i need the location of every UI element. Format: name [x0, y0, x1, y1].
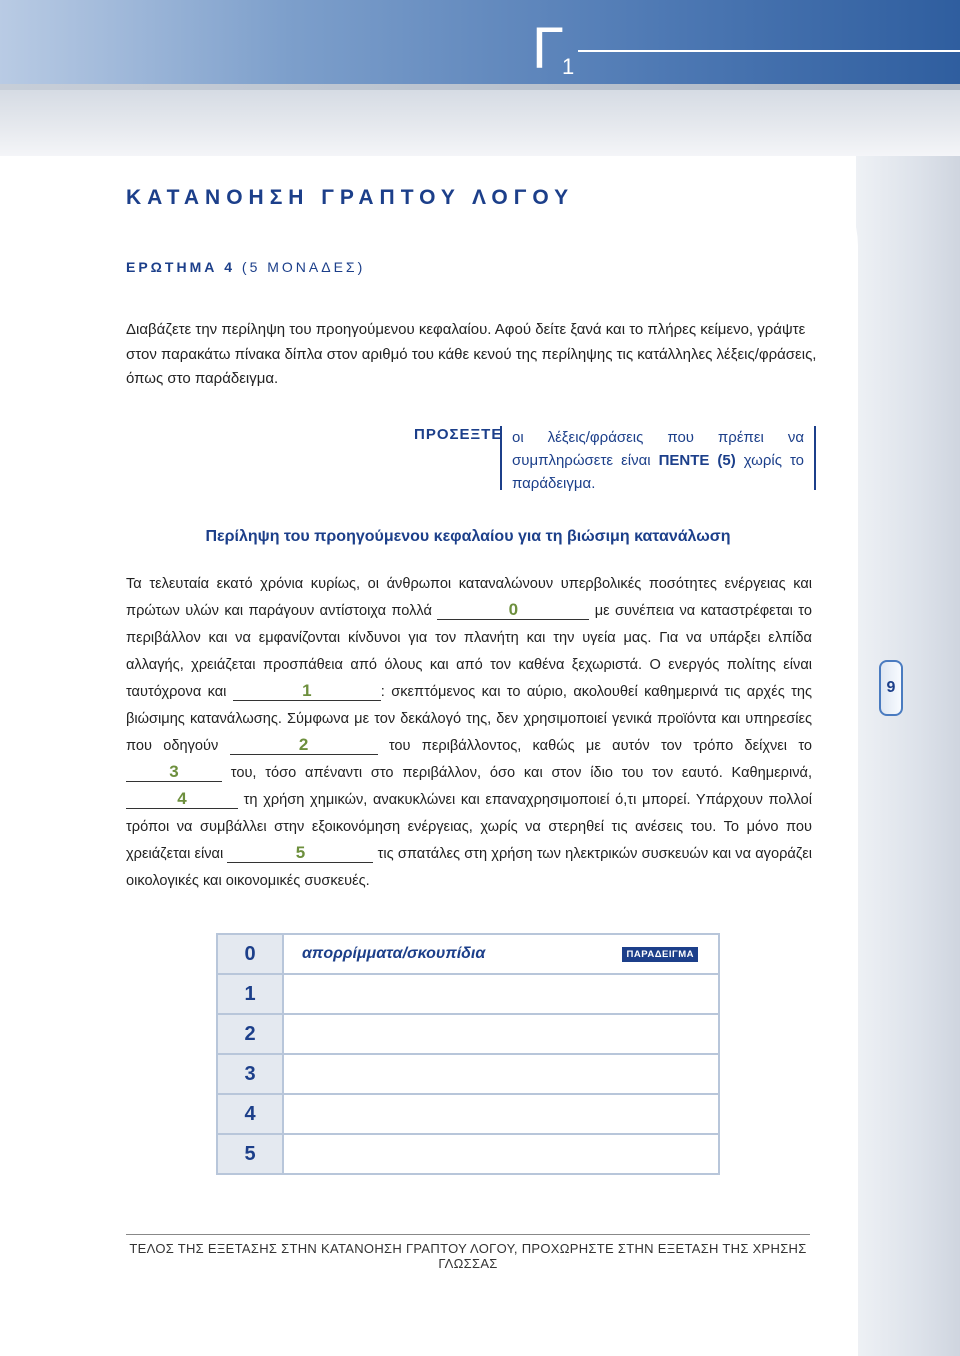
- row-number: 0: [217, 934, 283, 974]
- instructions: Διαβάζετε την περίληψη του προηγούμενου κεφαλαίου. Αφού δείτε ξανά και το πλήρες κείμενο, γράψτε στον παρακάτω πίνακα δίπλα στον αριθμό του κάθε κενού της περίληψης τις κατάλληλες λέξεις/φράσεις, όπως στο παράδειγμα.: [126, 321, 817, 387]
- question-title: [126, 259, 365, 275]
- page-side-panel: [856, 0, 960, 1356]
- chapter-number: 1: [562, 54, 575, 79]
- summary-title: Περίληψη του προηγούμενου κεφαλαίου για τη βιώσιμη κατανάλωση: [205, 528, 731, 545]
- section-title: ΚΑΤΑΝΟΗΣΗ ΓΡΑΠΤΟΥ ΛΟΓΟΥ: [126, 186, 575, 209]
- paragraph-text: : σκεπτόμενος και το αύριο, ακολουθεί καθημερινά τις αρχές της βιώσιμης κατανάλωσης. Σύμφωνα με τον δεκάλογό της, δεν χρησιμοποιεί γενικά προϊόντα και υπηρεσίες που οδηγούν: [126, 684, 813, 754]
- note-box: [500, 426, 816, 490]
- paragraph-text: τη χρήση χημικών, ανακυκλώνει και επαναχρησιμοποιεί ό,τι μπορεί. Υπάρχουν πολλοί τρόποι να συμβάλλει στην εξοικονόμηση ενέργειας, χωρίς να στερηθεί τις ανέσεις του. Το μόνο που χρειάζεται είναι: [126, 792, 812, 862]
- row-number: 1: [217, 974, 283, 1014]
- table-row: [217, 1134, 719, 1174]
- footer-divider: [126, 1234, 810, 1235]
- note-emphasis: ΠΕΝΤΕ (5): [658, 452, 736, 469]
- note-label: ΠΡΟΣΕΞΤΕ: [414, 426, 503, 443]
- note-text-before: οι λέξεις/φράσεις που πρέπει να συμπληρώσετε είναι: [512, 429, 804, 469]
- table-row: [217, 1054, 719, 1094]
- table-row: [217, 1014, 719, 1054]
- answer-cell[interactable]: [283, 974, 719, 1014]
- row-number: 2: [217, 1014, 283, 1054]
- paragraph-text: με συνέπεια να καταστρέφεται το περιβάλλον και να εμφανίζονται κίνδυνοι για τον πλανήτη και την υγεία μας. Για να υπάρξει ελπίδα αλλαγής, χρειάζεται προσπάθεια από όλους και από τον καθένα ξεχωριστά. Ο ενεργός πολίτης είναι ταυτόχρονα και: [126, 603, 812, 700]
- header-band: [0, 0, 960, 84]
- paragraph-text: του, τόσο απέναντι στο περιβάλλον, όσο και στον ίδιο του τον εαυτό. Καθημερινά,: [230, 765, 812, 781]
- gap-blank[interactable]: 5: [227, 844, 373, 863]
- table-row: [217, 1094, 719, 1134]
- gap-blank[interactable]: 4: [126, 790, 238, 809]
- question-label: ΕΡΩΤΗΜΑ 4: [126, 259, 236, 275]
- answer-cell[interactable]: [283, 1094, 719, 1134]
- gap-blank[interactable]: 3: [126, 763, 222, 782]
- question-points: (5 ΜΟΝΑΔΕΣ): [241, 259, 366, 275]
- gap-blank[interactable]: 1: [233, 682, 381, 701]
- answer-cell[interactable]: [283, 1014, 719, 1054]
- answer-cell[interactable]: [283, 1054, 719, 1094]
- page-number-tab: 9: [879, 660, 903, 716]
- paragraph-text: τις σπατάλες στη χρήση των ηλεκτρικών συσκευών και να αγοράζει οικολογικές και οικονομικές συσκευές.: [126, 846, 813, 889]
- note-text-after: χωρίς το παράδειγμα.: [512, 452, 805, 492]
- answer-cell-example: [283, 934, 719, 974]
- row-number: 4: [217, 1094, 283, 1134]
- row-number: 3: [217, 1054, 283, 1094]
- table-row: [217, 974, 719, 1014]
- chapter-underline: [578, 50, 960, 52]
- example-answer: απορρίμματα/σκουπίδια: [302, 945, 486, 962]
- footer-text: ΤΕΛΟΣ ΤΗΣ ΕΞΕΤΑΣΗΣ ΣΤΗΝ ΚΑΤΑΝΟΗΣΗ ΓΡΑΠΤΟΥ ΛΟΓΟΥ, ΠΡΟΧΩΡΗΣΤΕ ΣΤΗΝ ΕΞΕΤΑΣΗ ΤΗΣ ΧΡΗΣΗΣ ΓΛΩΣΣΑΣ: [129, 1241, 807, 1271]
- paragraph-text: Τα τελευταία εκατό χρόνια κυρίως, οι άνθρωποι καταναλώνουν υπερβολικές ποσότητες ενέργειας και πρώτων υλών και παράγουν αντίστοιχα πολλά: [126, 576, 812, 619]
- example-badge: ΠΑΡΑΔΕΙΓΜΑ: [622, 947, 698, 962]
- summary-paragraph: [126, 571, 812, 895]
- paragraph-text: του περιβάλλοντος, καθώς με αυτόν τον τρόπο δείχνει το: [388, 738, 812, 754]
- header-stripe: [0, 84, 960, 156]
- chapter-letter: Γ: [532, 16, 564, 81]
- row-number: 5: [217, 1134, 283, 1174]
- gap-blank: 0: [437, 601, 589, 620]
- chapter-mark: [532, 14, 592, 84]
- gap-blank[interactable]: 2: [230, 736, 378, 755]
- answer-cell[interactable]: [283, 1134, 719, 1174]
- answer-table: [216, 933, 720, 1175]
- table-row: [217, 934, 719, 974]
